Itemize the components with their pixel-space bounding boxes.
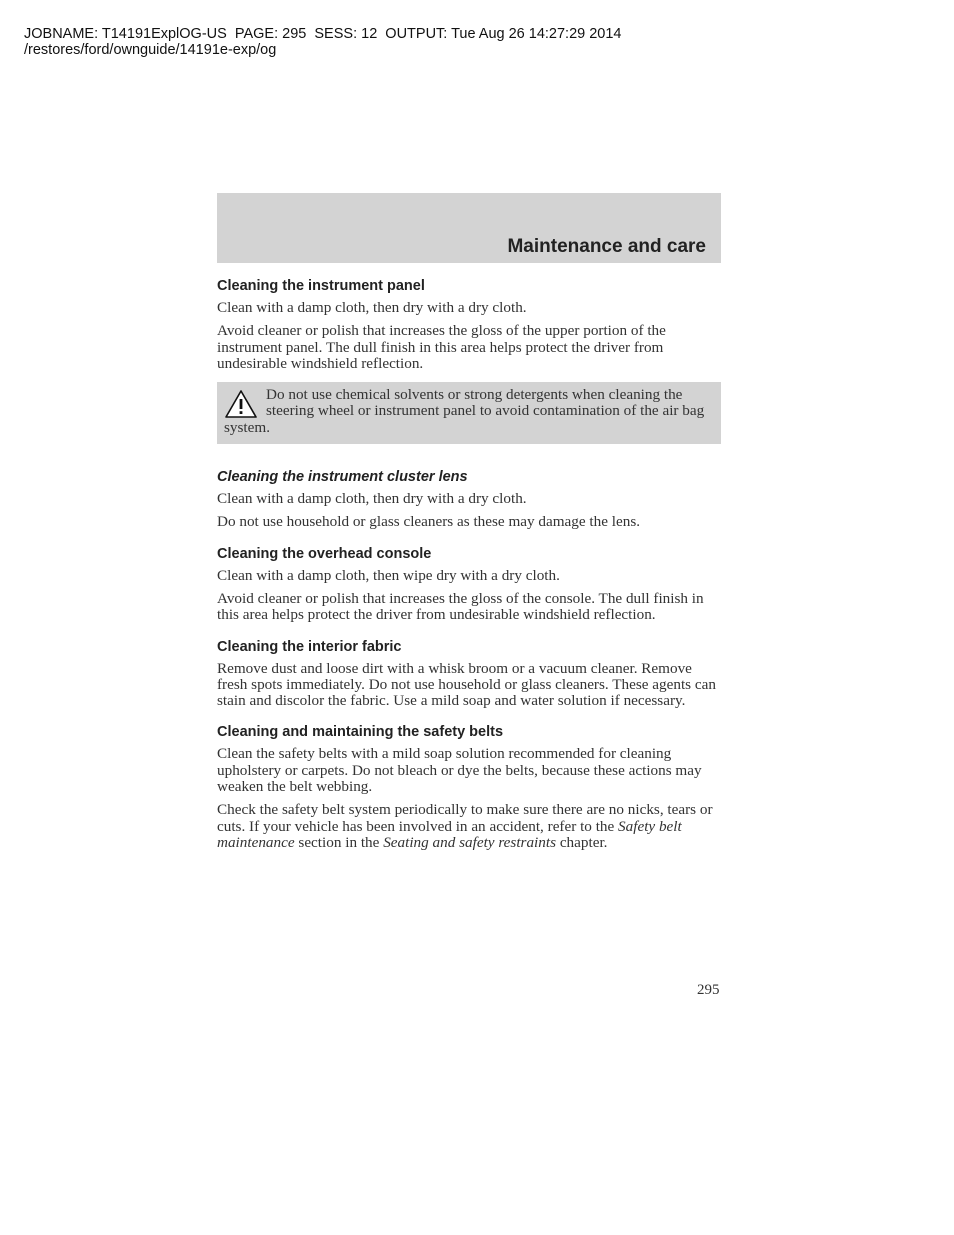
paragraph: Clean the safety belts with a mild soap solution recommended for cleaning upholstery or carpets. Do not bleach or dye the belts, because these actions may weaken the belt webbing. [217,745,702,796]
paragraph: Clean with a damp cloth, then dry with a dry cloth. [217,299,527,316]
paragraph [217,802,721,851]
text-run: chapter. [556,833,608,851]
section-instrument-panel [217,277,721,444]
section-cluster-lens [217,468,721,531]
paragraph: Clean with a damp cloth, then dry with a dry cloth. [217,490,527,508]
section-interior-fabric [217,638,721,710]
job-header-line1: JOBNAME: T14191ExplOG-US PAGE: 295 SESS: 12 OUTPUT: Tue Aug 26 14:27:29 2014 [24,26,622,42]
section-heading: Cleaning the instrument panel [217,278,425,294]
paragraph: Do not use household or glass cleaners as these may damage the lens. [217,513,641,531]
warning-box [217,382,721,444]
text-run: Check the safety belt system periodically to make sure there are no nicks, tears or cuts. If your vehicle has been involved in an accident, refer to the [217,801,713,835]
page-content [217,277,721,865]
text-run: section in the [294,833,384,851]
section-safety-belts [217,723,721,851]
warning-text: Do not use chemical solvents or strong detergents when cleaning the steering wheel or instrument panel to avoid contamination of the air bag system. [224,386,705,436]
section-heading: Cleaning and maintaining the safety belts [217,724,504,741]
job-header [24,26,622,58]
paragraph: Clean with a damp cloth, then wipe dry with a dry cloth. [217,566,560,584]
section-overhead-console [217,545,721,624]
paragraph: Avoid cleaner or polish that increases the gloss of the console. The dull finish in this area helps protect the driver from undesirable windshield reflection. [217,589,704,624]
section-heading: Cleaning the interior fabric [217,638,402,655]
paragraph: Avoid cleaner or polish that increases the gloss of the upper portion of the instrument panel. The dull finish in this area helps protect the driver from undesirable windshield reflection. [217,322,666,372]
chapter-header-band [217,193,721,263]
page-number: 295 [697,982,720,998]
paragraph: Remove dust and loose dirt with a whisk broom or a vacuum cleaner. Remove fresh spots immediately. Do not use household or glass cleaners. These agents can stain and discolor the fabric. Use a mild soap and water solution if necessary. [217,659,716,710]
job-header-line2: /restores/ford/ownguide/14191e-exp/og [24,42,277,58]
cross-reference: Safety belt maintenance [217,817,682,851]
chapter-title: Maintenance and care [507,236,706,257]
section-heading: Cleaning the overhead console [217,545,432,562]
cross-reference: Seating and safety restraints [383,833,557,851]
warning-triangle-icon [224,389,258,419]
section-heading: Cleaning the instrument cluster lens [217,469,468,486]
